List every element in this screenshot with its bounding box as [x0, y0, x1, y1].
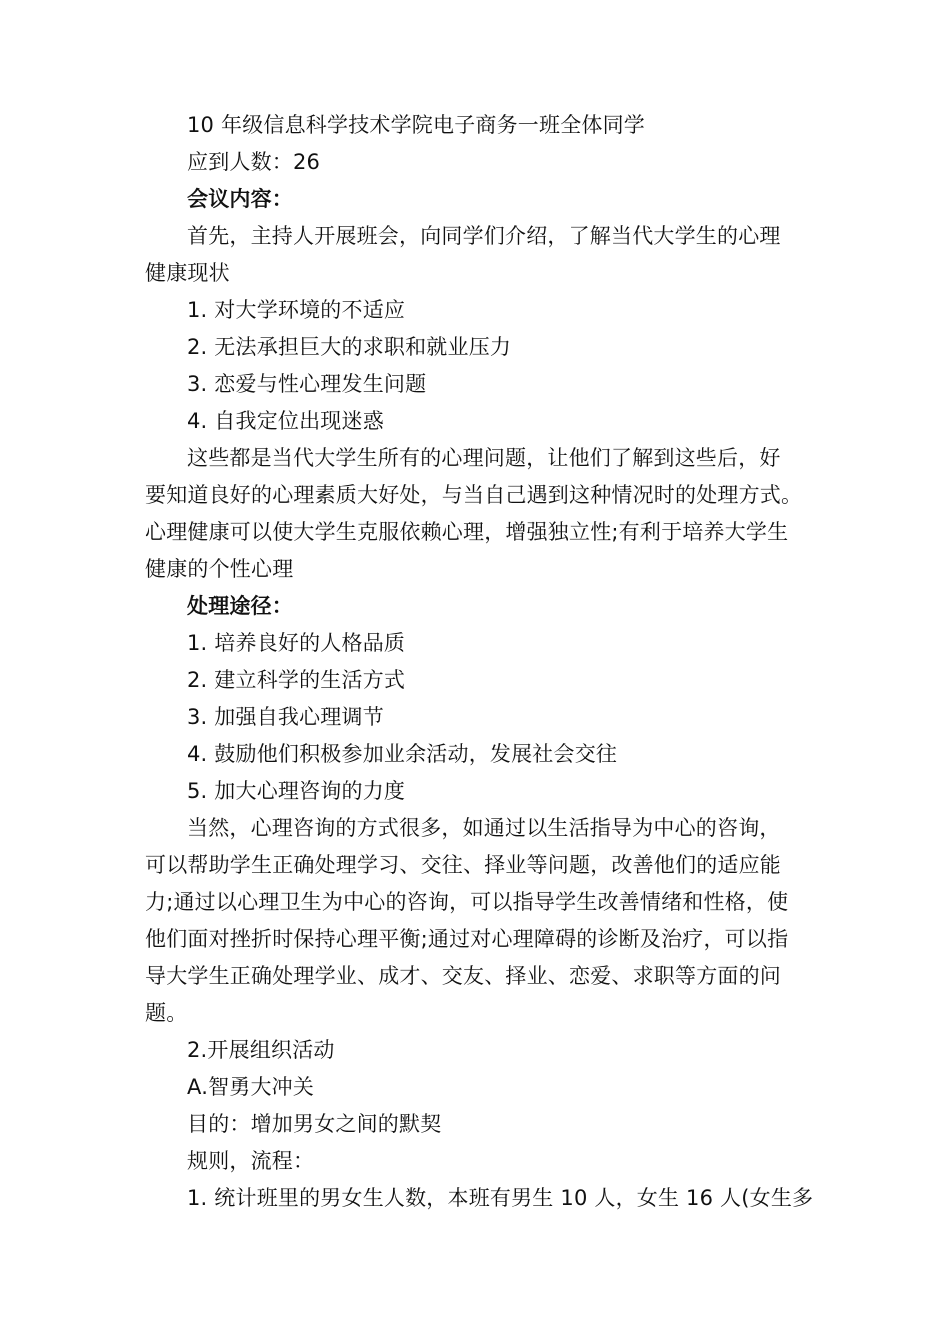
- paragraph-line: 题。: [145, 1001, 188, 1025]
- list-item: 3. 加强自我心理调节: [187, 705, 384, 729]
- paragraph-line: 当然，心理咨询的方式很多，如通过以生活指导为中心的咨询，: [187, 816, 781, 840]
- paragraph-line: 健康现状: [145, 261, 230, 285]
- paragraph-line: 可以帮助学生正确处理学习、交往、择业等问题，改善他们的适应能: [145, 853, 781, 877]
- activity-title: A.智勇大冲关: [187, 1075, 315, 1099]
- attendees-line: 10 年级信息科学技术学院电子商务一班全体同学: [187, 113, 645, 137]
- paragraph-line: 力;通过以心理卫生为中心的咨询，可以指导学生改善情绪和性格，使: [145, 890, 789, 914]
- paragraph-line: 心理健康可以使大学生克服依赖心理，增强独立性;有利于培养大学生: [145, 520, 789, 544]
- approach-heading: 处理途径：: [187, 594, 293, 618]
- list-item: 2. 无法承担巨大的求职和就业压力: [187, 335, 512, 359]
- meeting-content-heading: 会议内容：: [187, 187, 293, 211]
- list-item: 1. 培养良好的人格品质: [187, 631, 406, 655]
- list-item: 1. 统计班里的男女生人数，本班有男生 10 人，女生 16 人(女生多: [187, 1186, 814, 1210]
- list-item: 4. 自我定位出现迷惑: [187, 409, 384, 433]
- paragraph-line: 首先，主持人开展班会，向同学们介绍，了解当代大学生的心理: [187, 224, 781, 248]
- attendance-count: 应到人数：26: [187, 150, 321, 174]
- paragraph-line: 这些都是当代大学生所有的心理问题，让他们了解到这些后，好: [187, 446, 781, 470]
- list-item: 5. 加大心理咨询的力度: [187, 779, 406, 803]
- list-item: 4. 鼓励他们积极参加业余活动，发展社会交往: [187, 742, 618, 766]
- paragraph-line: 健康的个性心理: [145, 557, 294, 581]
- paragraph-line: 导大学生正确处理学业、成才、交友、择业、恋爱、求职等方面的问: [145, 964, 781, 988]
- activity-purpose: 目的：增加男女之间的默契: [187, 1112, 442, 1136]
- list-item: 1. 对大学环境的不适应: [187, 298, 406, 322]
- section-heading: 2.开展组织活动: [187, 1038, 335, 1062]
- paragraph-line: 他们面对挫折时保持心理平衡;通过对心理障碍的诊断及治疗，可以指: [145, 927, 789, 951]
- rules-heading: 规则，流程：: [187, 1149, 315, 1173]
- list-item: 2. 建立科学的生活方式: [187, 668, 406, 692]
- paragraph-line: 要知道良好的心理素质大好处，与当自己遇到这种情况时的处理方式。: [145, 483, 803, 507]
- list-item: 3. 恋爱与性心理发生问题: [187, 372, 427, 396]
